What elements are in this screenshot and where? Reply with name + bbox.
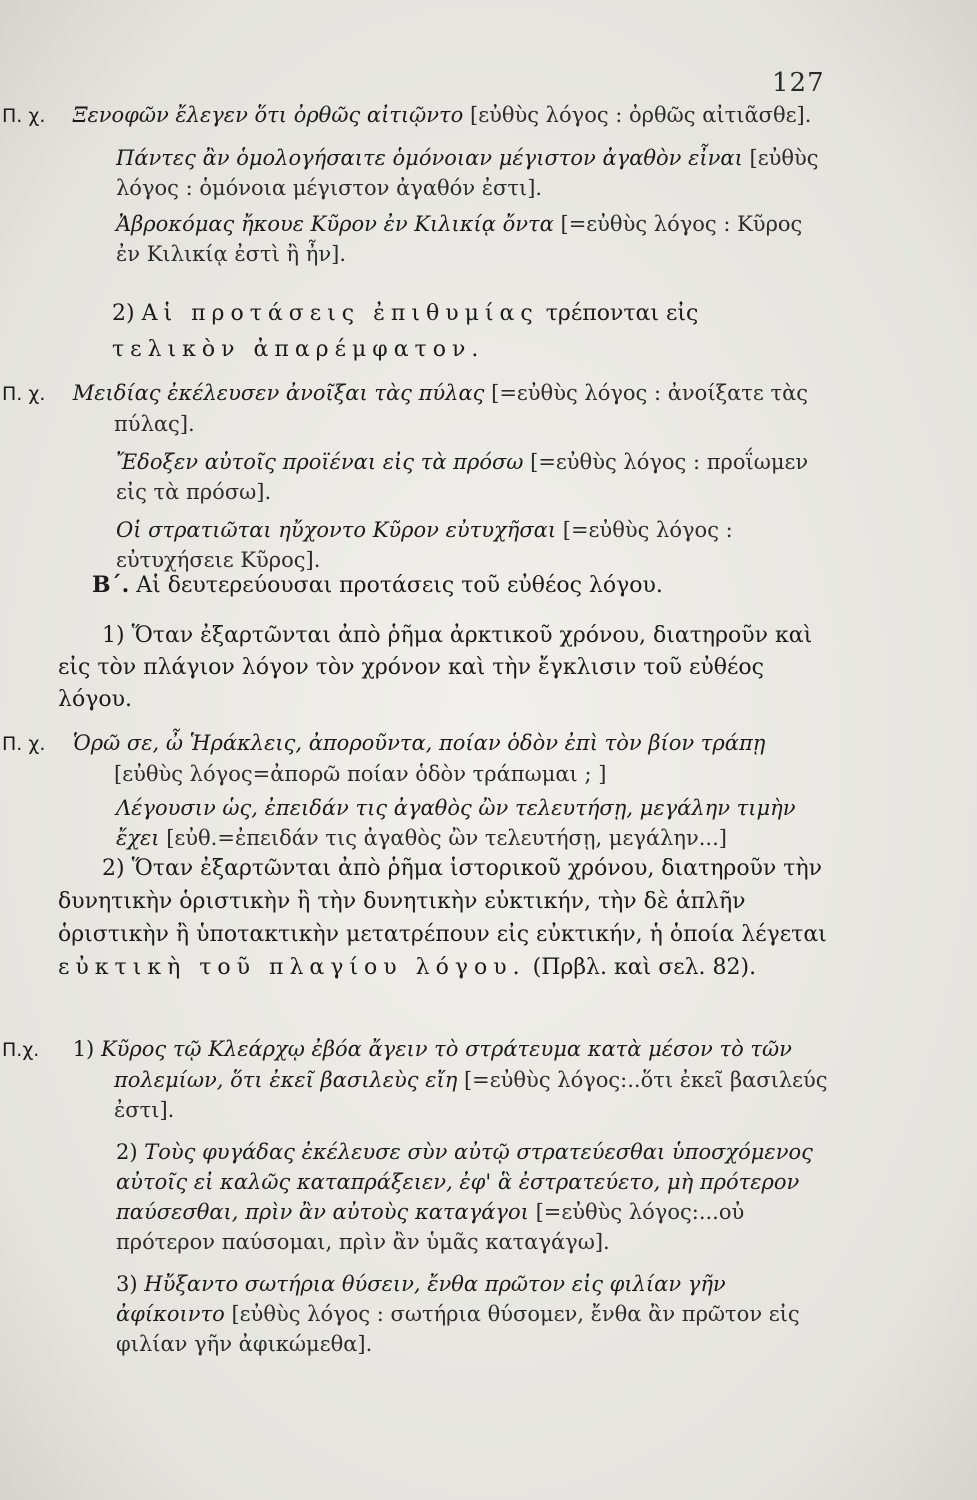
examples-block-c bbox=[2, 728, 828, 853]
rule-text-mid: τρέπονται εἰς bbox=[545, 301, 699, 326]
rule-number: 2) bbox=[112, 301, 135, 326]
rule-paragraph bbox=[58, 620, 828, 716]
rule-spaced-tail: τελικὸν ἀπαρέμφατον. bbox=[112, 337, 485, 362]
greek-example: Ὁρῶ σε, ὦ Ἡράκλεις, ἀποροῦντα, ποίαν ὁδὸν ἐπὶ τὸν βίον τράπῃ bbox=[72, 731, 766, 755]
rule-text: 1) Ὅταν ἐξαρτῶνται ἀπὸ ῥῆμα ἀρκτικοῦ χρόνου, διατηροῦν καὶ εἰς τὸν πλάγιον λόγον τὸν χρόνον καὶ τὴν ἔγκλισιν τοῦ εὐθέος λόγου. bbox=[58, 623, 813, 712]
direct-speech-gloss: [εὐθ.=ἐπειδάν τις ἀγαθὸς ὢν τελευτήσῃ, μεγάλην...] bbox=[166, 826, 727, 850]
example-number: 1) bbox=[72, 1037, 95, 1061]
rule-text-a: 2) Ὅταν ἐξαρτῶνται ἀπὸ ῥῆμα ἱστορικοῦ χρόνου, διατηροῦν τὴν δυνητικὴν ὁριστικὴν ἢ τὴν δυνητικὴν εὐκτικήν, τὴν δὲ ἁπλῆν ὁριστικὴν ἢ ὑποτακτικὴν μετατρέπουν εἰς εὐκτικήν, ἡ ὁποία λέγεται bbox=[58, 856, 827, 947]
rule-text bbox=[58, 852, 828, 984]
example-line: Π. χ. Μειδίας ἐκέλευσεν ἀνοῖξαι τὰς πύλας [=εὐθὺς λόγος : ἀνοίξατε τὰς πύλας]. bbox=[2, 381, 809, 436]
direct-speech-gloss: [εὐθὺς λόγος : σωτήρια θύσομεν, ἔνθα ἂν πρῶτον εἰς φιλίαν γῆν ἀφικώμεθα]. bbox=[116, 1302, 800, 1356]
example-line bbox=[58, 793, 828, 853]
direct-speech-gloss: [εὐθὺς λόγος=ἀπορῶ ποίαν ὁδὸν τράπωμαι ; ] bbox=[114, 762, 607, 786]
example-line bbox=[58, 209, 828, 269]
page-number: 127 bbox=[772, 68, 825, 98]
greek-example: Κῦρος τῷ Κλεάρχῳ ἐβόα ἄγειν τὸ στράτευμα κατὰ μέσον τὸ τῶν πολεμίων, ὅτι ἐκεῖ βασιλεὺς εἴη bbox=[100, 1037, 792, 1092]
example-line bbox=[58, 143, 828, 203]
heading-text: Αἱ δευτερεύουσαι προτάσεις τοῦ εὐθέος λόγου. bbox=[136, 573, 663, 598]
rule-text-b: (Πρβλ. καὶ σελ. 82). bbox=[532, 955, 757, 980]
example-line bbox=[58, 515, 828, 575]
greek-example: Οἱ στρατιῶται ηὔχοντο Κῦρον εὐτυχῆσαι bbox=[116, 518, 557, 542]
examples-block-d bbox=[2, 1034, 828, 1359]
example-line bbox=[58, 1137, 828, 1257]
direct-speech-gloss: [=εὐθὺς λόγος:..ὅτι ἐκεῖ βασιλεύς ἐστι]. bbox=[114, 1068, 828, 1122]
greek-example: Τοὺς φυγάδας ἐκέλευσε σὺν αὐτῷ στρατεύεσθαι ὑποσχόμενος αὐτοῖς εἰ καλῶς καταπράξειεν, ἐφ' ἃ ἐστρατεύετο, μὴ πρότερον παύσεσθαι, πρὶν ἂν αὐτοὺς καταγάγοι bbox=[116, 1140, 813, 1224]
rule-paragraph bbox=[58, 296, 828, 368]
example-line: Π.χ. 1) Κῦρος τῷ Κλεάρχῳ ἐβόα ἄγειν τὸ στράτευμα κατὰ μέσον τὸ τῶν πολεμίων, ὅτι ἐκεῖ βασιλεὺς εἴη [=εὐθὺς λόγος:..ὅτι ἐκεῖ βασιλεύς ἐστι]. bbox=[2, 1037, 828, 1122]
direct-speech-gloss: [=εὐθὺς λόγος:...οὐ πρότερον παύσομαι, πρὶν ἂν ὑμᾶς καταγάγω]. bbox=[116, 1200, 745, 1254]
greek-example: Λέγουσιν ὡς, ἐπειδάν τις ἀγαθὸς ὢν τελευτήσῃ, μεγάλην τιμὴν ἔχει bbox=[116, 796, 796, 850]
rule-spaced-text: Αἱ προτάσεις ἐπιθυμίας bbox=[141, 301, 539, 326]
rule-paragraph bbox=[58, 852, 828, 984]
rule-spaced-text: εὐκτικὴ τοῦ πλαγίου λόγου. bbox=[58, 955, 526, 980]
greek-example: Ηὔξαντο σωτήρια θύσειν, ἔνθα πρῶτον εἰς φιλίαν γῆν ἀφίκοιντο bbox=[116, 1272, 726, 1326]
heading-letter: Β΄. bbox=[92, 572, 130, 598]
direct-speech-gloss: [εὐθὺς λόγος : ὁμόνοια μέγιστον ἀγαθόν ἐστι]. bbox=[116, 146, 819, 200]
example-number: 3) bbox=[116, 1272, 138, 1296]
greek-example: Μειδίας ἐκέλευσεν ἀνοῖξαι τὰς πύλας bbox=[72, 381, 485, 405]
direct-speech-gloss: [εὐθὺς λόγος : ὀρθῶς αἰτιᾶσθε]. bbox=[470, 103, 812, 127]
direct-speech-gloss: [=εὐθὺς λόγος : εὐτυχήσειε Κῦρος]. bbox=[116, 518, 733, 572]
example-line bbox=[58, 447, 828, 507]
greek-example: Πάντες ἂν ὁμολογήσαιτε ὁμόνοιαν μέγιστον ἀγαθὸν εἶναι bbox=[116, 146, 743, 170]
direct-speech-gloss: [=εὐθὺς λόγος : Κῦρος ἐν Κιλικίᾳ ἐστὶ ἢ ἦν]. bbox=[116, 212, 803, 266]
section-heading bbox=[92, 570, 832, 601]
direct-speech-gloss: [=εὐθὺς λόγος : ἀνοίξατε τὰς πύλας]. bbox=[114, 381, 809, 436]
examples-block-b bbox=[2, 378, 828, 575]
greek-example: Ἔδοξεν αὐτοῖς προϊέναι εἰς τὰ πρόσω bbox=[116, 450, 524, 474]
greek-example: Ἀβροκόμας ἤκουε Κῦρον ἐν Κιλικίᾳ ὄντα bbox=[116, 212, 554, 236]
example-line bbox=[58, 1269, 828, 1359]
greek-example: Ξενοφῶν ἔλεγεν ὅτι ὀρθῶς αἰτιῷντο bbox=[72, 103, 464, 127]
example-line: Π. χ. Ξενοφῶν ἔλεγεν ὅτι ὀρθῶς αἰτιῷντο [εὐθὺς λόγος : ὀρθῶς αἰτιᾶσθε]. bbox=[2, 103, 812, 127]
rule-text bbox=[58, 296, 828, 368]
direct-speech-gloss: [=εὐθὺς λόγος : προΐωμεν εἰς τὰ πρόσω]. bbox=[116, 450, 809, 504]
examples-block-a bbox=[2, 100, 828, 269]
example-number: 2) bbox=[116, 1140, 138, 1164]
example-line: Π. χ. Ὁρῶ σε, ὦ Ἡράκλεις, ἀποροῦντα, ποίαν ὁδὸν ἐπὶ τὸν βίον τράπῃ [εὐθὺς λόγος=ἀπορῶ ποίαν ὁδὸν τράπωμαι ; ] bbox=[2, 731, 766, 786]
